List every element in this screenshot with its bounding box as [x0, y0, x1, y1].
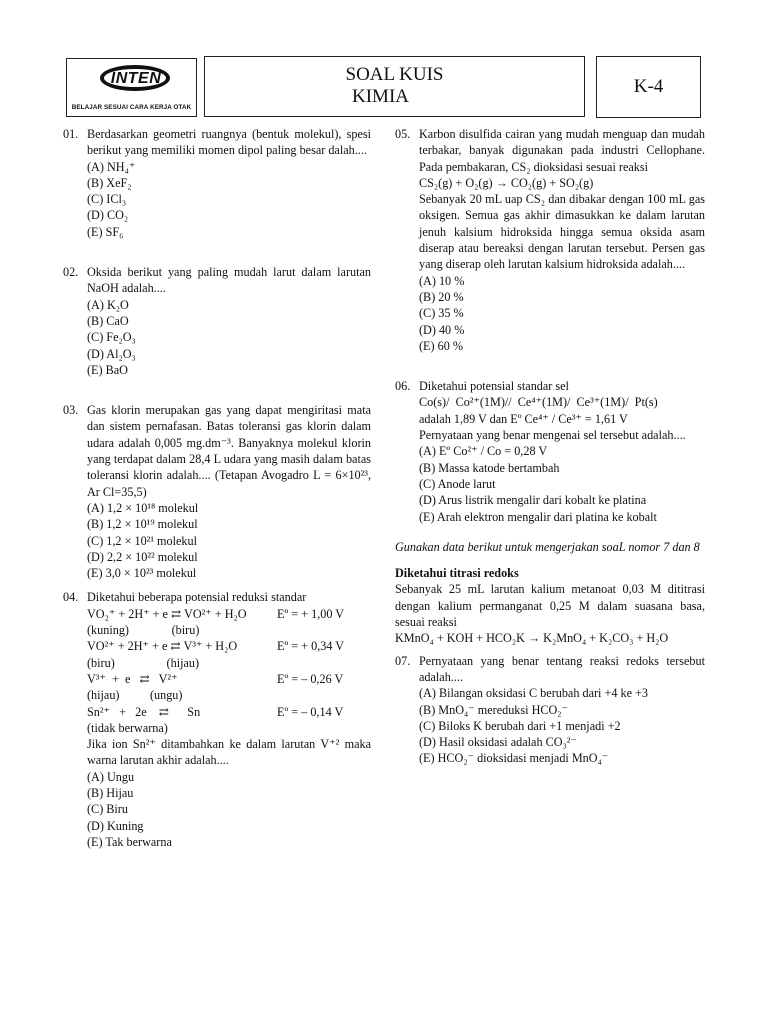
- question-number: 01.: [63, 127, 79, 141]
- question-text-continued: Sebanyak 20 mL uap CS₂ dan dibakar dengan 100 mL gas oksigen. Semua gas akhir dimasukkan ke dalam larutan jenuh kalsium hidroksida hingga semua oksida asam diserap atau bereaksi dengan larutan tersebut. Persen gas yang diserap oleh larutan kalsium hidroksida adalah....: [419, 192, 705, 272]
- option-b: (B) 20 %: [419, 289, 464, 304]
- reaction-colors: (kuning) (biru): [87, 623, 200, 638]
- reaction-potential: Eº = – 0,14 V: [277, 704, 344, 719]
- reaction-equation: Sn²⁺ + 2e ⇄ Sn: [87, 704, 201, 719]
- question-text-continued: Jika ion Sn²⁺ ditambahkan ke dalam larutan V⁺² maka warna larutan akhir adalah....: [87, 737, 371, 768]
- question-07: [395, 653, 705, 686]
- logo-tagline: BELAJAR SESUAI CARA KERJA OTAK: [71, 104, 192, 111]
- option-c: (C) 35 %: [419, 306, 464, 321]
- option-b: (B) CaO: [87, 313, 129, 328]
- option-b: (B) 1,2 × 10¹⁹ molekul: [87, 517, 198, 532]
- reaction-potential: Eº = + 1,00 V: [277, 606, 345, 621]
- option-d: (D) Arus listrik mengalir dari kobalt ke platina: [419, 493, 647, 508]
- question-06: [395, 378, 705, 394]
- question-text: Berdasarkan geometri ruangnya (bentuk molekul), spesi berikut yang memiliki momen dipol paling besar dalah....: [87, 127, 371, 158]
- logo-word: INTEN: [110, 70, 162, 87]
- cell-notation: Co(s)/ Co²⁺(1M)// Ce⁴⁺(1M)/ Ce³⁺(1M)/ Pt(s): [419, 395, 658, 410]
- title-line-2: KIMIA: [352, 86, 409, 107]
- option-c: (C) Anode larut: [419, 476, 496, 491]
- option-d: (D) Al₂O₃: [87, 346, 136, 361]
- option-e: (E) Tak berwarna: [87, 834, 172, 849]
- question-number: 03.: [63, 403, 79, 418]
- reaction-colors: (hijau) (ungu): [87, 688, 183, 703]
- option-a: (A) 1,2 × 10¹⁸ molekul: [87, 500, 199, 515]
- option-b: (B) MnO₄⁻ mereduksi HCO₂⁻: [419, 702, 568, 717]
- option-a: (A) Bilangan oksidasi C berubah dari +4 ke +3: [419, 686, 649, 701]
- option-e: (E) HCO₂⁻ dioksidasi menjadi MnO₄⁻: [419, 751, 609, 766]
- option-e: (E) 60 %: [419, 338, 463, 353]
- option-b: (B) Hijau: [87, 785, 134, 800]
- reaction-row-4: [63, 704, 371, 720]
- question-number: 07.: [395, 653, 411, 668]
- question-number: 05.: [395, 127, 411, 141]
- reaction-equation: V³⁺ + e ⇄ V²⁺: [87, 671, 178, 686]
- question-number: 06.: [395, 379, 411, 394]
- option-a: (A) Eº Co²⁺ / Co = 0,28 V: [419, 444, 548, 459]
- reaction-colors: (biru) (hijau): [87, 655, 200, 670]
- question-01: [63, 126, 371, 159]
- option-a: (A) Ungu: [87, 769, 135, 784]
- option-d: (D) CO₂: [87, 208, 129, 223]
- code-box: [596, 56, 701, 118]
- question-02: [63, 264, 371, 297]
- question-04: [63, 589, 371, 605]
- left-column: [63, 126, 371, 850]
- question-text-continued: Pernyataan yang benar mengenai sel tersebut adalah....: [419, 428, 686, 443]
- option-b: (B) XeF₂: [87, 175, 132, 190]
- option-e: (E) SF₆: [87, 224, 124, 239]
- reaction-potential: Eº = – 0,26 V: [277, 671, 344, 686]
- instruction-text: Gunakan data berikut untuk mengerjakan soaL nomor 7 dan 8: [395, 539, 700, 554]
- section-title: Diketahui titrasi redoks: [395, 566, 519, 581]
- question-03: [63, 402, 371, 500]
- question-text: Karbon disulfida cairan yang mudah menguap dan mudah terbakar, banyak digunakan pada industri Cellophane. Pada pembakaran, CS₂ dioksidasi sesuai reaksi: [419, 127, 705, 174]
- option-c: (C) ICl₃: [87, 192, 127, 207]
- reaction-colors: (tidak berwarna): [87, 720, 168, 735]
- option-c: (C) Biru: [87, 802, 128, 817]
- reaction-row-3: [63, 671, 371, 687]
- question-text: Diketahui beberapa potensial reduksi standar: [87, 590, 307, 605]
- option-e: (E) BaO: [87, 362, 128, 377]
- reaction-equation: VO²⁺ + 2H⁺ + e ⇄ V³⁺ + H₂O: [87, 639, 238, 654]
- option-e: (E) 3,0 × 10²³ molekul: [87, 566, 197, 581]
- title-line-1: SOAL KUIS: [345, 64, 444, 85]
- option-a: (A) 10 %: [419, 273, 465, 288]
- option-d: (D) Kuning: [87, 818, 144, 833]
- reaction-equation: VO₂⁺ + 2H⁺ + e ⇄ VO²⁺ + H₂O: [87, 606, 247, 621]
- question-text: Oksida berikut yang paling mudah larut dalam larutan NaOH adalah....: [87, 265, 371, 296]
- section-text: Sebanyak 25 mL larutan kalium metanoat 0,03 M dititrasi dengan kalium permanganat 0,25 M dalam suasana basa, sesuai reaksi: [395, 582, 705, 630]
- right-column: [395, 126, 705, 767]
- reaction-row-1: [63, 606, 371, 622]
- quiz-code: K-4: [633, 76, 664, 97]
- reaction-potential: Eº = + 0,34 V: [277, 639, 345, 654]
- reaction-equation: CS₂(g) + O₂(g) → CO₂(g) + SO₂(g): [419, 175, 594, 190]
- question-number: 04.: [63, 590, 79, 605]
- title-box: [204, 56, 585, 117]
- option-c: (C) Biloks K berubah dari +1 menjadi +2: [419, 718, 621, 733]
- option-d: (D) Hasil oksidasi adalah CO₃²⁻: [419, 735, 577, 750]
- section-reaction: KMnO₄ + KOH + HCO₂K → K₂MnO₄ + K₂CO₃ + H₂O: [395, 631, 669, 646]
- question-text: Diketahui potensial standar sel: [419, 379, 569, 394]
- logo-box: [66, 58, 197, 117]
- option-d: (D) 2,2 × 10²² molekul: [87, 549, 198, 564]
- option-c: (C) Fe₂O₃: [87, 330, 136, 345]
- option-a: (A) NH₄⁺: [87, 159, 136, 174]
- option-b: (B) Massa katode bertambah: [419, 460, 560, 475]
- question-text: Pernyataan yang benar tentang reaksi redoks tersebut adalah....: [419, 653, 705, 684]
- question-number: 02.: [63, 265, 79, 280]
- question-text: Gas klorin merupakan gas yang dapat mengiritasi mata dan sistem pernafasan. Batas toleransi gas klorin dalam udara adalah 0,005 mg.dm⁻³. Banyaknya molekul klorin yang terdapat dalam 28,4 L udara yang masih dalam batas toleransi klorin adalah.... (Tetapan Avogadro L = 6×10²³, Ar Cl=35,5): [87, 403, 371, 499]
- option-a: (A) K₂O: [87, 297, 129, 312]
- option-c: (C) 1,2 × 10²¹ molekul: [87, 533, 197, 548]
- cell-potential-text: adalah 1,89 V dan Eº Ce⁴⁺ / Ce³⁺ = 1,61 V: [419, 411, 628, 426]
- reaction-row-2: [63, 638, 371, 654]
- option-d: (D) 40 %: [419, 322, 465, 337]
- option-e: (E) Arah elektron mengalir dari platina ke kobalt: [419, 509, 657, 524]
- question-05: [395, 126, 705, 175]
